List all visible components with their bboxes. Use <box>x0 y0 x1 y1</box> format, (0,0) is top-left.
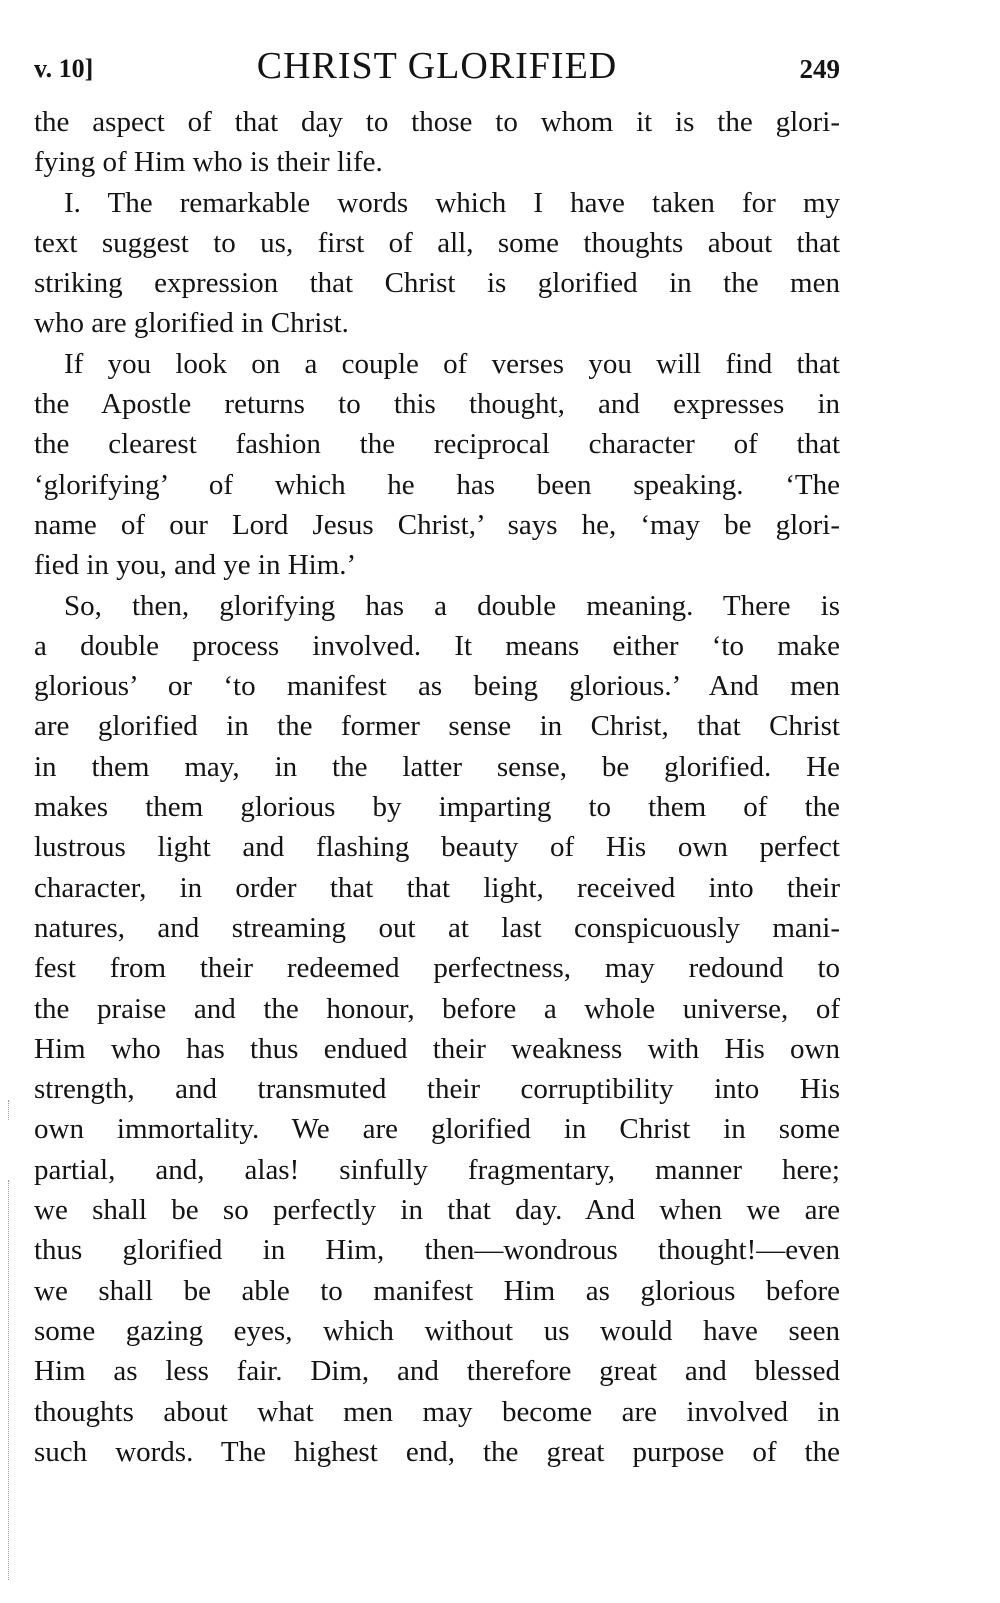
text-line: who are glorified in Christ. <box>34 307 349 340</box>
verse-reference: v. 10] <box>34 54 94 83</box>
text-line: we shall be so perfectly in that day. And when we are <box>34 1194 840 1227</box>
text-line: fied in you, and ye in Him.’ <box>34 549 357 582</box>
text-line: So, then, glorifying has a double meaning. There is <box>64 589 840 622</box>
text-line: striking expression that Christ is glorified in the men <box>34 267 840 300</box>
text-line: such words. The highest end, the great purpose of the <box>34 1435 840 1468</box>
text-line: ‘glorifying’ of which he has been speaking. ‘The <box>34 468 840 501</box>
book-page <box>34 40 840 1472</box>
text-line: some gazing eyes, which without us would have seen <box>34 1314 840 1347</box>
text-line: thoughts about what men may become are involved in <box>34 1395 840 1428</box>
text-line: are glorified in the former sense in Christ, that Christ <box>34 710 840 743</box>
text-line: fying of Him who is their life. <box>34 146 383 179</box>
text-line: makes them glorious by imparting to them of the <box>34 791 840 824</box>
margin-rule-line <box>8 1180 9 1580</box>
text-line: If you look on a couple of verses you will find that <box>64 347 840 380</box>
text-line: lustrous light and flashing beauty of His own perfect <box>34 831 840 864</box>
text-line: character, in order that that light, received into their <box>34 871 840 904</box>
running-header <box>34 40 840 102</box>
text-line: the clearest fashion the reciprocal character of that <box>34 428 840 461</box>
text-line: the Apostle returns to this thought, and expresses in <box>34 388 840 421</box>
text-line: strength, and transmuted their corruptibility into His <box>34 1073 840 1106</box>
text-line: name of our Lord Jesus Christ,’ says he, ‘may be glori- <box>34 508 840 541</box>
text-line: thus glorified in Him, then—wondrous thought!—even <box>34 1234 840 1267</box>
text-line: I. The remarkable words which I have taken for my <box>64 186 840 219</box>
text-line: the praise and the honour, before a whole universe, of <box>34 992 840 1025</box>
text-line: Him as less fair. Dim, and therefore great and blessed <box>34 1355 840 1388</box>
text-line: glorious’ or ‘to manifest as being glorious.’ And men <box>34 670 840 703</box>
text-line: the aspect of that day to those to whom it is the glori- <box>34 106 840 138</box>
text-line: fest from their redeemed perfectness, may redound to <box>34 952 840 985</box>
page-number: 249 <box>799 54 840 84</box>
text-line: a double process involved. It means either ‘to make <box>34 629 840 662</box>
text-line: in them may, in the latter sense, be glorified. He <box>34 750 840 783</box>
text-line: natures, and streaming out at last conspicuously mani- <box>34 911 840 944</box>
text-line: text suggest to us, first of all, some thoughts about that <box>34 226 840 259</box>
margin-rule-mark <box>8 1100 9 1120</box>
text-line: we shall be able to manifest Him as glorious before <box>34 1274 840 1307</box>
text-line: partial, and, alas! sinfully fragmentary, manner here; <box>34 1153 840 1186</box>
running-title: CHRIST GLORIFIED <box>256 45 618 87</box>
body-text <box>34 102 840 1472</box>
text-line: own immortality. We are glorified in Christ in some <box>34 1113 840 1146</box>
text-line: Him who has thus endued their weakness with His own <box>34 1032 840 1065</box>
